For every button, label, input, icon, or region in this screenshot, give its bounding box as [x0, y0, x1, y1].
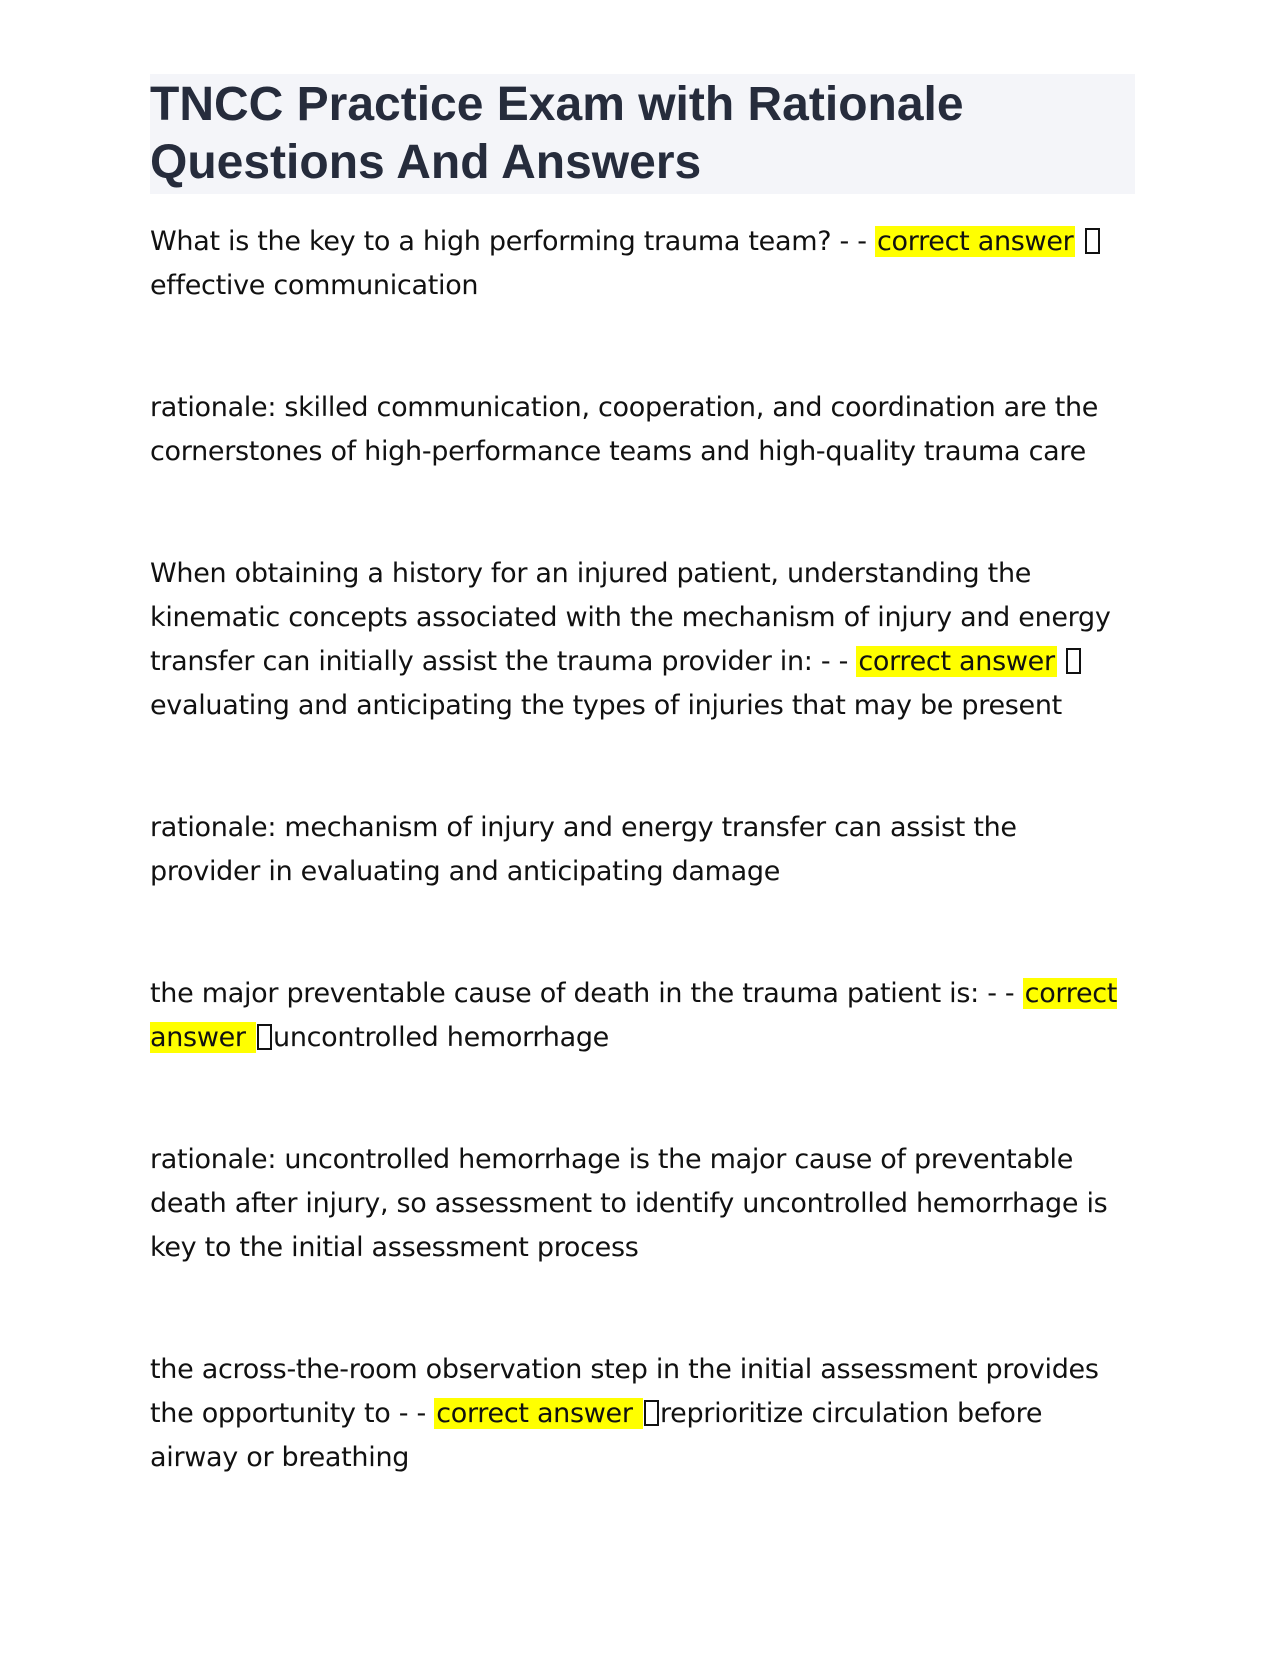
answer-text: uncontrolled hemorrhage: [273, 1022, 609, 1053]
missing-glyph-icon: [1066, 648, 1081, 674]
paragraph-gap: [150, 474, 1135, 552]
question-3: [150, 972, 1135, 1060]
question-2: [150, 552, 1135, 728]
rationale-1: rationale: skilled communication, cooperation, and coordination are the cornerstones of high-performance teams and high-quality trauma care: [150, 392, 1099, 467]
correct-answer-highlight: correct answer: [858, 646, 1055, 677]
missing-glyph-icon: [1085, 228, 1100, 254]
paragraph-gap: [150, 728, 1135, 806]
paragraph-gap: [150, 1060, 1135, 1138]
title-banner: [150, 74, 1135, 194]
question-text: the across-the-room observation step in the initial assessment provides the opportunity to - -: [150, 1354, 1099, 1429]
question-text: What is the key to a high performing trauma team? - -: [150, 226, 875, 257]
correct-answer-highlight: correct answer: [150, 978, 1118, 1053]
correct-answer-highlight: correct answer: [436, 1398, 641, 1429]
question-4: [150, 1348, 1135, 1480]
missing-glyph-icon: [257, 1024, 272, 1050]
correct-answer-highlight: correct answer: [877, 226, 1074, 257]
rationale-2: rationale: mechanism of injury and energy transfer can assist the provider in evaluating and anticipating damage: [150, 812, 1017, 887]
answer-text: reprioritize circulation before airway or breathing: [150, 1398, 1043, 1473]
rationale-3: rationale: uncontrolled hemorrhage is the major cause of preventable death after injury, so assessment to identify uncontrolled hemorrhage is key to the initial assessment process: [150, 1144, 1108, 1263]
document-content: [150, 220, 1135, 1480]
paragraph-gap: [150, 1270, 1135, 1348]
document-page: [150, 74, 1135, 1480]
question-1: [150, 220, 1135, 308]
question-text: When obtaining a history for an injured patient, understanding the kinematic concepts associated with the mechanism of injury and energy transfer can initially assist the trauma provider in: - -: [150, 558, 1111, 677]
document-title: TNCC Practice Exam with Rationale Questions And Answers: [150, 78, 964, 189]
paragraph-gap: [150, 894, 1135, 972]
missing-glyph-icon: [644, 1400, 659, 1426]
paragraph-gap: [150, 308, 1135, 386]
answer-text: evaluating and anticipating the types of injuries that may be present: [150, 690, 1062, 721]
question-text: the major preventable cause of death in the trauma patient is: - -: [150, 978, 1023, 1009]
answer-text: effective communication: [150, 270, 479, 301]
